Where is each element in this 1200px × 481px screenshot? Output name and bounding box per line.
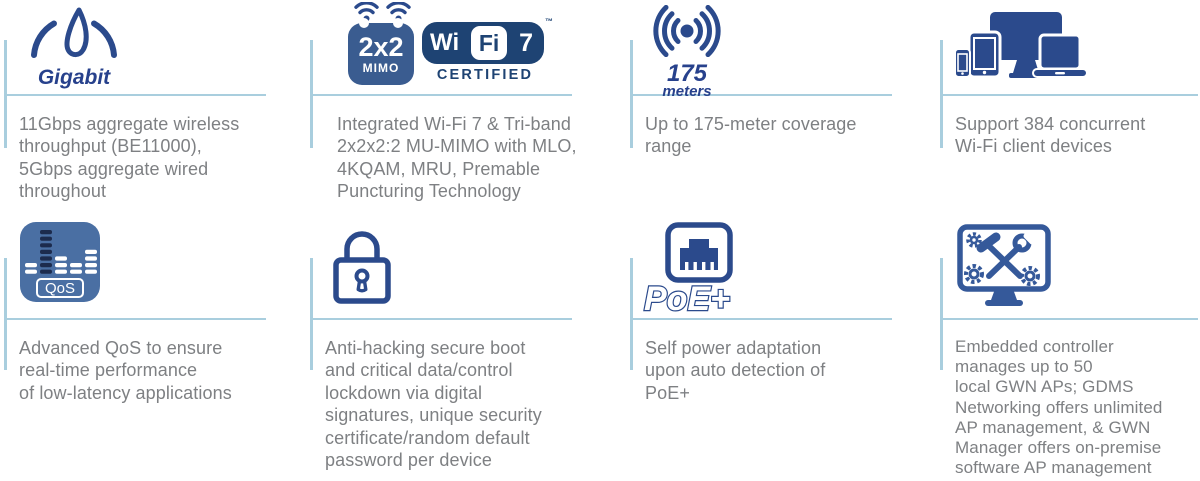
feature-text: [19, 113, 239, 203]
feature-text: [337, 113, 577, 203]
padlock-icon: [332, 227, 392, 305]
feature-text-line: of low-latency applications: [19, 382, 232, 403]
trademark-symbol: ™: [545, 17, 553, 26]
feature-text: [325, 337, 542, 471]
poe-label: PoE+: [644, 280, 730, 316]
feature-text-line: Networking offers unlimited: [955, 397, 1163, 417]
wifi7-seven-text: 7: [519, 28, 533, 57]
qos-equalizer-icon: [20, 222, 100, 302]
feature-text: [955, 337, 1162, 478]
feature-text: [645, 113, 857, 158]
gear-icon: [966, 266, 982, 282]
feature-text-line: lockdown via digital: [325, 382, 483, 403]
feature-card-management: [940, 215, 1200, 481]
feature-text-line: password per device: [325, 450, 492, 471]
feature-text: [645, 337, 825, 404]
wireless-coverage-icon: [646, 5, 728, 57]
divider-horizontal: [4, 318, 266, 320]
divider-horizontal: [4, 94, 266, 96]
divider-vertical: [310, 258, 313, 370]
multi-devices-icon: [954, 10, 1088, 82]
feature-text: [19, 337, 232, 404]
feature-text-line: local GWN APs; GDMS: [955, 377, 1134, 397]
mimo-badge-block: [348, 2, 416, 85]
feature-text-line: throughput (BE11000),: [19, 136, 202, 157]
feature-text-line: manages up to 50: [955, 357, 1093, 377]
monitor-tools-icon: [956, 224, 1052, 312]
feature-text-line: PoE+: [645, 382, 690, 403]
feature-text-line: Self power adaptation: [645, 338, 822, 358]
feature-text-line: Integrated Wi-Fi 7 & Tri-band: [337, 114, 571, 134]
feature-card-coverage: [630, 0, 934, 215]
feature-card-qos: [4, 215, 304, 481]
feature-text-line: AP management, & GWN: [955, 417, 1151, 437]
mimo-badge-value: 2x2: [358, 32, 404, 62]
feature-text-line: software AP management: [955, 458, 1152, 478]
feature-text-line: and critical data/control: [325, 360, 513, 381]
divider-horizontal: [940, 318, 1198, 320]
feature-text-line: Up to 175-meter coverage: [645, 114, 857, 134]
divider-vertical: [940, 258, 943, 370]
gear-icon: [968, 234, 980, 246]
feature-text: [955, 113, 1145, 158]
divider-horizontal: [940, 94, 1198, 96]
mimo-2x2-badge: [348, 23, 414, 85]
feature-card-security: [310, 215, 624, 481]
feature-card-wifi7: [310, 0, 624, 215]
qos-badge-label: QoS: [44, 280, 76, 297]
divider-vertical: [4, 258, 7, 370]
feature-text-line: Wi-Fi client devices: [955, 136, 1113, 157]
gear-icon: [1022, 268, 1038, 284]
feature-card-poe: [630, 215, 934, 481]
feature-text-line: Embedded controller: [955, 337, 1114, 356]
wifi-signal-icons: [348, 2, 416, 22]
feature-text-line: real-time performance: [19, 360, 198, 381]
feature-text-line: upon auto detection of: [645, 360, 826, 381]
wifi7-certified-logo: [422, 17, 553, 83]
feature-text-line: throughout: [19, 181, 107, 202]
wifi7-certified-text: CERTIFIED: [436, 67, 534, 83]
divider-vertical: [630, 258, 633, 370]
gigabit-label: Gigabit: [37, 66, 111, 89]
gigabit-icon-block: [26, 4, 122, 90]
speedometer-gauge-icon: [26, 4, 122, 60]
ethernet-port-icon: [642, 222, 758, 316]
coverage-icon-block: [646, 5, 728, 99]
feature-text-line: certificate/random default: [325, 427, 530, 448]
feature-card-clients: [940, 0, 1200, 215]
feature-text-line: 2x2x2:2 MU-MIMO with MLO,: [337, 136, 577, 157]
coverage-value-label: 175: [666, 60, 708, 87]
feature-text-line: range: [645, 136, 692, 157]
feature-text-line: 11Gbps aggregate wireless: [19, 114, 240, 134]
feature-text-line: Advanced QoS to ensure: [19, 338, 223, 358]
feature-text-line: signatures, unique security: [325, 405, 542, 426]
divider-horizontal: [310, 94, 572, 96]
feature-text-line: Manager offers on-premise: [955, 438, 1162, 458]
antenna-notch: [393, 18, 403, 28]
feature-text-line: Support 384 concurrent: [955, 114, 1146, 134]
divider-horizontal: [630, 318, 892, 320]
feature-text-line: Puncturing Technology: [337, 181, 521, 202]
wifi7-logo-pill: [422, 17, 553, 64]
feature-text-line: 4KQAM, MRU, Premable: [337, 158, 541, 179]
feature-text-line: 5Gbps aggregate wired: [19, 158, 209, 179]
feature-card-gigabit: [4, 0, 304, 215]
mimo-badge-label: MIMO: [362, 61, 400, 75]
wifi7-wi-text: Wi: [430, 29, 460, 56]
antenna-notch: [359, 18, 369, 28]
coverage-unit-label: meters: [662, 83, 712, 100]
feature-text-line: Anti-hacking secure boot: [325, 338, 526, 358]
wifi7-fi-box: Fi: [471, 26, 507, 60]
divider-horizontal: [310, 318, 572, 320]
